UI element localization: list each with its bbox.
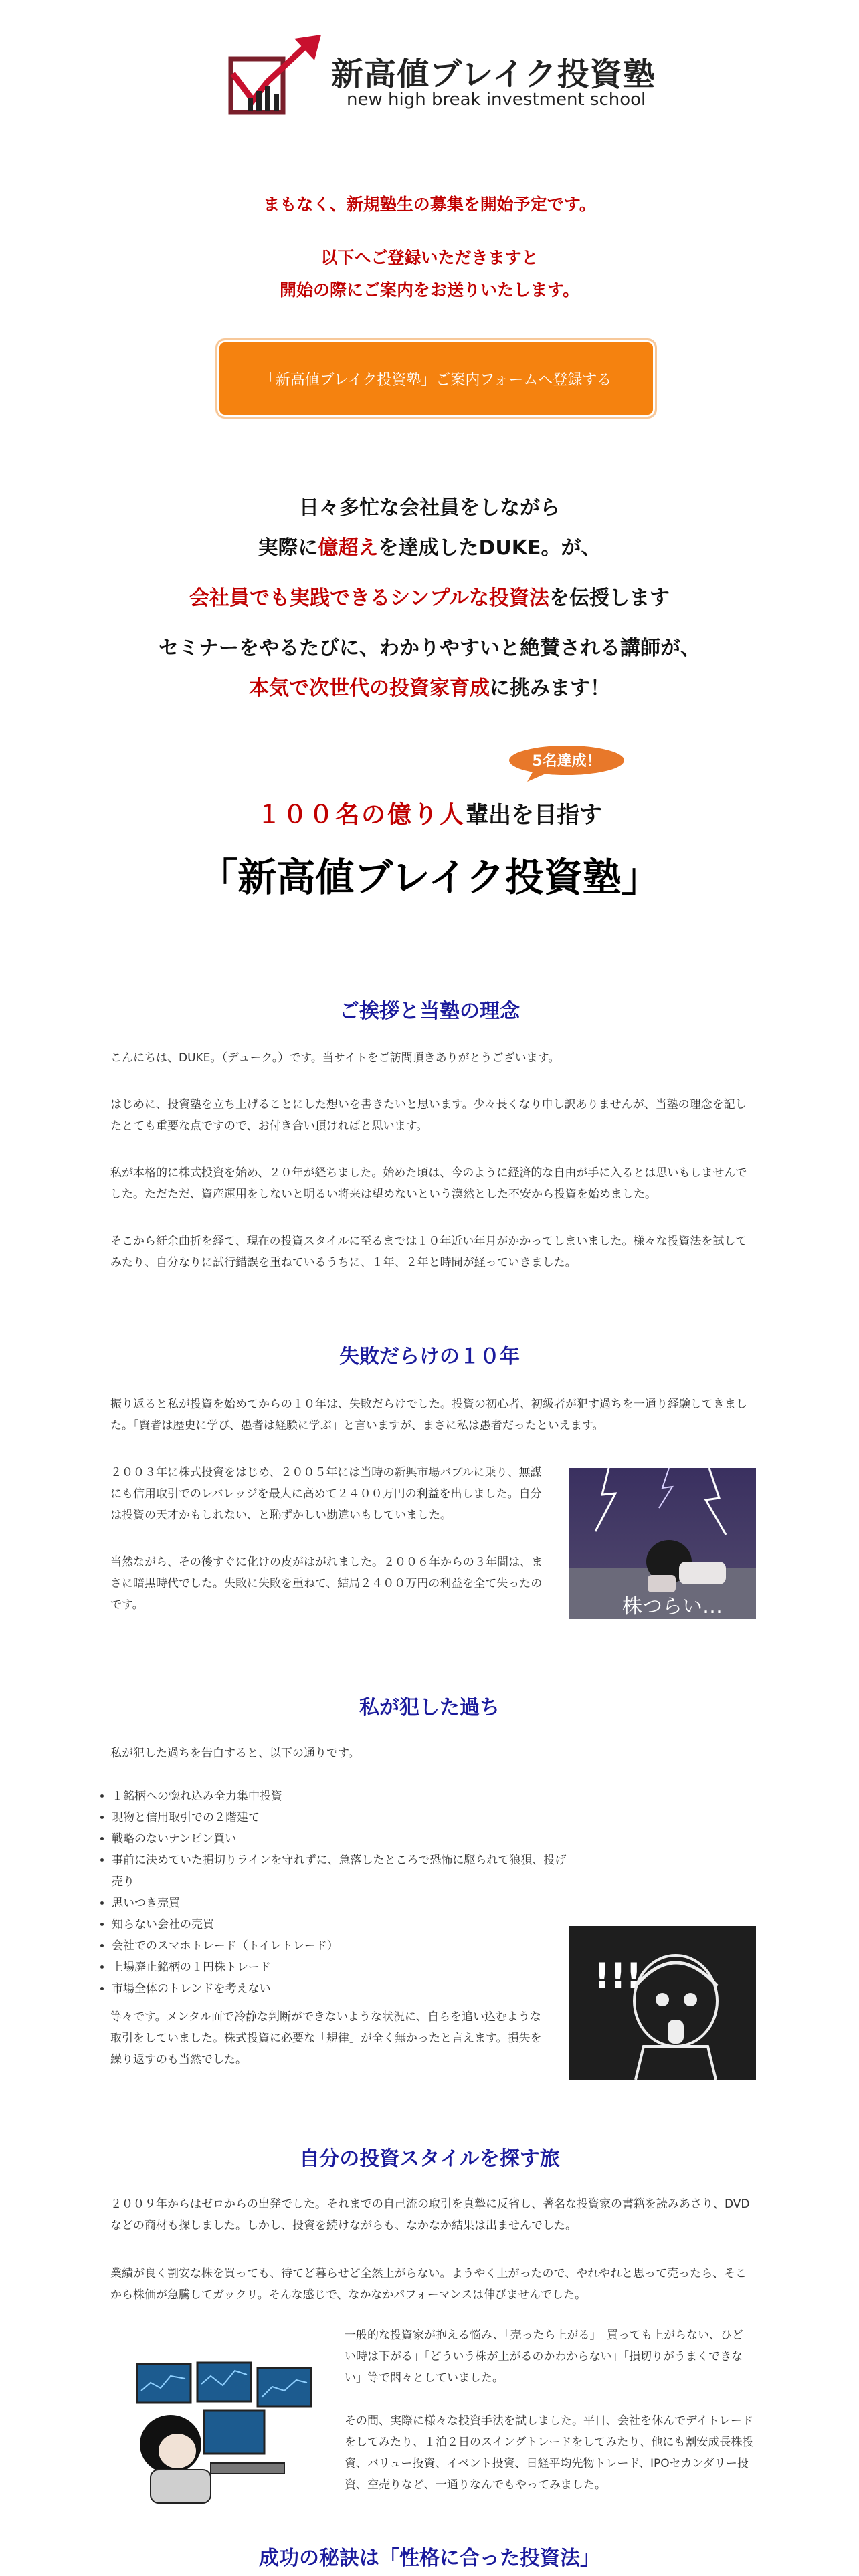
list-item: • 上場廃止銘柄の１円株トレード [112,1957,567,1978]
intro-line-2-pre: 実際に [258,536,318,560]
goal-line [0,796,859,830]
style-paragraph-4: その間、実際に様々な投資手法を試しました。平日、会社を休んでデイトレードをしてみたり、１泊２日のスイングトレードをしてみたり、他にも割安成長株投資、バリュー投資、イベント投資、日経平均先物トレード、IPOセカンダリー投資、空売りなど、一通りなんでもやってみました。 [345,2414,754,2492]
list-item: • 思いつき売買 [112,1893,567,1914]
list-item: • 現物と信用取引での２階建て [112,1807,567,1828]
trader-illustration [124,2344,324,2504]
greeting-paragraph-2: はじめに、投資塾を立ち上げることにした想いを書きたいと思います。少々長くなり申し訳ありませんが、当塾の理念を記したとても重要な点ですので、お付き合い頂ければと思います。 [110,1098,747,1133]
register-form-button[interactable] [215,338,657,419]
list-item: • 市場全体のトレンドを考えない [112,1978,567,2000]
despair-illustration [569,1468,756,1619]
svg-text:!!!: !!! [594,1956,642,1996]
mistakes-paragraph: 等々です。メンタル面で冷静な判断ができないような状況に、自らを追い込むような取引をしていました。株式投資に必要な「規律」が全く無かったと言えます。損失を繰り返すのも当然でした。 [110,2010,542,2066]
trader-illustration-art [124,2344,324,2504]
achievement-badge-label: 5名達成！ [532,753,601,770]
despair-caption: 株つらい… [622,1595,723,1618]
school-title: 「新高値ブレイク投資塾」 [199,855,660,900]
list-item: • 会社でのスマホトレード（トイレトレード） [112,1935,567,1957]
section-mistakes-heading: 私が犯した過ち [359,1696,500,1719]
intro-line-3-post: を伝授します [549,586,670,610]
section-failure-heading: 失敗だらけの１０年 [339,1345,520,1368]
intro-line-2 [0,528,859,568]
greeting-paragraph-1: こんにちは、DUKE。（デューク。）です。当サイトをご訪問頂きありがとうございます。 [110,1051,560,1065]
failure-paragraph-3: 当然ながら、その後すぐに化けの皮がはがれました。２００６年からの３年間は、まさに暗黒時代でした。失敗に失敗を重ねて、結局２４００万円の利益を全て失ったのです。 [110,1555,543,1612]
announce-line-1: まもなく、新規塾生の募集を開始予定です。 [263,195,596,214]
section-greeting-heading: ご挨拶と当塾の理念 [339,1000,520,1023]
greeting-paragraph-3: 私が本格的に株式投資を始め、２０年が経ちました。始めた頃は、今のように経済的な自由が手に入るとは思いもしませんでした。ただただ、資産運用をしないと明るい将来は望めないという漠然とした不安から投資を始めました。 [110,1166,747,1201]
mistakes-intro: 私が犯した過ちを告白すると、以下の通りです。 [110,1747,360,1760]
logo-subtitle: new high break investment school [347,90,646,110]
mistakes-list [97,1786,567,2000]
style-paragraph-3: 一般的な投資家が抱える悩み、「売ったら上がる」「買っても上がらない、ひどい時は下がる」「どういう株が上がるのかわからない」「損切りがうまくできない」等で悶々としていました。 [345,2329,744,2385]
list-item: • １銘柄への惚れ込み全力集中投資 [112,1786,567,1807]
announce-line-3: 開始の際にご案内をお送りいたします。 [279,280,579,300]
intro-line-4: セミナーをやるたびに、わかりやすいと絶賛される講師が、 [159,637,700,660]
intro-line-1: 日々多忙な会社員をしながら [299,496,560,520]
intro-line-3 [0,578,859,619]
failure-paragraph-2: ２００３年に株式投資をはじめ、２００５年には当時の新興市場バブルに乗り、無謀にも信用取引でのレバレッジを最大に高めて２４００万円の利益を出しました。自分は投資の天才かもしれない、と恥ずかしい勘違いもしていました。 [110,1466,542,1522]
intro-line-2-post: を達成したDUKE。が、 [378,536,601,560]
intro-line-3-highlight: 会社員でも実践できるシンプルな投資法 [189,586,550,610]
style-paragraph-1: ２００９年からはゼロからの出発でした。それまでの自己流の取引を真摯に反省し、著名な投資家の書籍を読みあさり、DVDなどの商材も探しました。しかし、投資を続けながらも、なかなか結果は出ませんでした。 [110,2197,750,2232]
goal-rest: 輩出を目指す [466,802,602,829]
intro-line-5-highlight: 本気で次世代の投資家育成 [249,677,490,700]
site-logo[interactable] [227,33,656,117]
intro-line-5 [0,669,859,709]
announce-line-2: 以下へご登録いただきますと [320,248,539,267]
logo-chart-icon [227,33,328,117]
intro-line-2-highlight: 億超え [318,536,379,560]
shocked-illustration-art [569,1926,756,2080]
register-form-button-label: 「新高値ブレイク投資塾」ご案内フォームへ登録する [260,371,612,389]
style-paragraph-2: 業績が良く割安な株を買っても、待てど暮らせど全然上がらない。ようやく上がったので、やれやれと思って売ったら、そこから株価が急騰してガックリ。そんな感じで、なかなかパフォーマンスは伸びませんでした。 [110,2267,747,2302]
section-success-heading: 成功の秘訣は「性格に合った投資法」 [259,2547,600,2570]
list-item: • 戦略のないナンピン買い [112,1828,567,1850]
goal-highlight: １００名の億り人 [256,801,466,829]
logo-title: 新高値ブレイク投資塾 [331,56,656,93]
list-item: • 知らない会社の売買 [112,1914,567,1935]
failure-paragraph-1: 振り返ると私が投資を始めてからの１０年は、失敗だらけでした。投資の初心者、初級者が犯す過ちを一通り経験してきました。「賢者は歴史に学び、愚者は経験に学ぶ」と言いますが、まさに私は愚者だったといえます。 [110,1398,747,1432]
greeting-paragraph-4: そこから紆余曲折を経て、現在の投資スタイルに至るまでは１０年近い年月がかかってしまいました。様々な投資法を試してみたり、自分なりに試行錯誤を重ねているうちに、１年、２年と時間が経っていきました。 [110,1235,747,1269]
section-style-heading: 自分の投資スタイルを探す旅 [299,2147,560,2171]
shocked-illustration [569,1926,756,2080]
list-item: • 事前に決めていた損切りラインを守れずに、急落したところで恐怖に駆られて狼狽、投げ売り [112,1850,567,1893]
intro-line-5-post: に挑みます！ [490,677,610,700]
